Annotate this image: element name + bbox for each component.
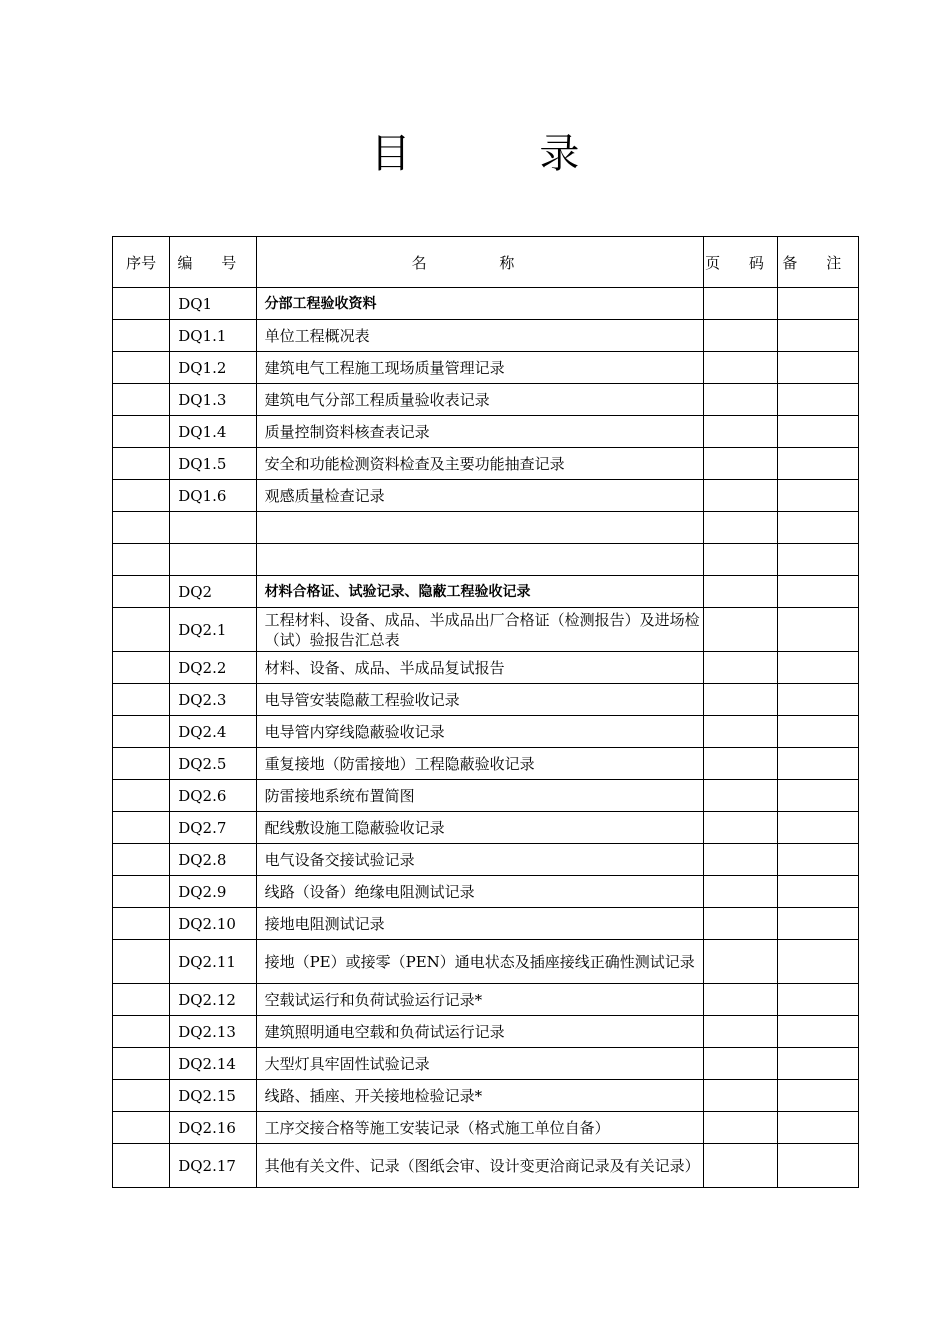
row-seq-cell: [113, 780, 170, 812]
row-code-cell: DQ2.8: [170, 844, 256, 876]
row-page-cell: [704, 652, 777, 684]
row-note-cell: [777, 448, 858, 480]
row-note-cell: [777, 416, 858, 448]
row-name-cell: 工程材料、设备、成品、半成品出厂合格证（检测报告）及进场检（试）验报告汇总表: [256, 608, 704, 652]
table-row: [113, 608, 859, 652]
row-note-cell: [777, 1016, 858, 1048]
row-name-cell: 工序交接合格等施工安装记录（格式施工单位自备）: [256, 1112, 704, 1144]
header-page-label: 页 码: [705, 253, 776, 272]
row-page-cell: [704, 984, 777, 1016]
header-name-label: 名 称: [411, 253, 549, 272]
row-note-cell: [777, 512, 858, 544]
header-page: [704, 237, 777, 288]
row-code-cell: DQ2.16: [170, 1112, 256, 1144]
table-row: [113, 984, 859, 1016]
header-name: [256, 237, 704, 288]
row-page-cell: [704, 448, 777, 480]
table-row: [113, 780, 859, 812]
table-row: [113, 684, 859, 716]
row-seq-cell: [113, 876, 170, 908]
row-code-cell: DQ2.1: [170, 608, 256, 652]
row-page-cell: [704, 780, 777, 812]
row-name-cell: 电气设备交接试验记录: [256, 844, 704, 876]
table-row: [113, 908, 859, 940]
row-page-cell: [704, 512, 777, 544]
table-row: [113, 1080, 859, 1112]
row-seq-cell: [113, 288, 170, 320]
row-seq-cell: [113, 544, 170, 576]
table-row: [113, 576, 859, 608]
row-note-cell: [777, 844, 858, 876]
row-seq-cell: [113, 908, 170, 940]
table-row: [113, 288, 859, 320]
row-seq-cell: [113, 652, 170, 684]
row-name-cell: 大型灯具牢固性试验记录: [256, 1048, 704, 1080]
row-code-cell: DQ1: [170, 288, 256, 320]
row-code-cell: DQ2.15: [170, 1080, 256, 1112]
row-note-cell: [777, 320, 858, 352]
table-row: [113, 812, 859, 844]
row-seq-cell: [113, 480, 170, 512]
row-code-cell: DQ2.5: [170, 748, 256, 780]
row-code-cell: DQ1.5: [170, 448, 256, 480]
row-note-cell: [777, 652, 858, 684]
table-row: [113, 320, 859, 352]
row-name-cell: 其他有关文件、记录（图纸会审、设计变更洽商记录及有关记录）: [256, 1144, 704, 1188]
table-row: [113, 844, 859, 876]
row-page-cell: [704, 748, 777, 780]
row-note-cell: [777, 1080, 858, 1112]
row-note-cell: [777, 1112, 858, 1144]
row-note-cell: [777, 984, 858, 1016]
row-name-cell: 观感质量检查记录: [256, 480, 704, 512]
row-name-cell: 重复接地（防雷接地）工程隐蔽验收记录: [256, 748, 704, 780]
row-seq-cell: [113, 1144, 170, 1188]
row-code-cell: DQ2.17: [170, 1144, 256, 1188]
row-page-cell: [704, 480, 777, 512]
row-seq-cell: [113, 384, 170, 416]
row-name-cell: 电导管安装隐蔽工程验收记录: [256, 684, 704, 716]
table-row: [113, 512, 859, 544]
table-row: [113, 384, 859, 416]
row-code-cell: DQ2.6: [170, 780, 256, 812]
row-note-cell: [777, 876, 858, 908]
header-note: [777, 237, 858, 288]
row-seq-cell: [113, 416, 170, 448]
row-page-cell: [704, 384, 777, 416]
row-note-cell: [777, 480, 858, 512]
table-row: [113, 940, 859, 984]
row-name-cell: 材料、设备、成品、半成品复试报告: [256, 652, 704, 684]
row-name-cell: 接地（PE）或接零（PEN）通电状态及插座接线正确性测试记录: [256, 940, 704, 984]
row-note-cell: [777, 716, 858, 748]
row-code-cell: DQ2.11: [170, 940, 256, 984]
row-name-cell: 空载试运行和负荷试验运行记录*: [256, 984, 704, 1016]
row-seq-cell: [113, 716, 170, 748]
row-name-cell: 质量控制资料核查表记录: [256, 416, 704, 448]
row-page-cell: [704, 940, 777, 984]
row-note-cell: [777, 608, 858, 652]
row-name-cell: 建筑电气工程施工现场质量管理记录: [256, 352, 704, 384]
row-seq-cell: [113, 608, 170, 652]
row-note-cell: [777, 780, 858, 812]
row-seq-cell: [113, 512, 170, 544]
table-row: [113, 748, 859, 780]
table-row: [113, 416, 859, 448]
row-code-cell: DQ2.7: [170, 812, 256, 844]
row-name-cell: [256, 544, 704, 576]
table-row: [113, 652, 859, 684]
row-note-cell: [777, 544, 858, 576]
table-row: [113, 1048, 859, 1080]
row-name-cell: 配线敷设施工隐蔽验收记录: [256, 812, 704, 844]
row-page-cell: [704, 320, 777, 352]
row-code-cell: DQ2.3: [170, 684, 256, 716]
row-note-cell: [777, 352, 858, 384]
row-note-cell: [777, 1048, 858, 1080]
table-header-row: [113, 237, 859, 288]
row-seq-cell: [113, 1080, 170, 1112]
row-page-cell: [704, 876, 777, 908]
table-row: [113, 876, 859, 908]
row-name-cell: 分部工程验收资料: [256, 288, 704, 320]
row-name-cell: 安全和功能检测资料检查及主要功能抽查记录: [256, 448, 704, 480]
row-code-cell: DQ1.1: [170, 320, 256, 352]
row-seq-cell: [113, 352, 170, 384]
row-seq-cell: [113, 684, 170, 716]
row-seq-cell: [113, 1048, 170, 1080]
row-code-cell: DQ2.13: [170, 1016, 256, 1048]
row-code-cell: [170, 512, 256, 544]
row-note-cell: [777, 384, 858, 416]
table-row: [113, 544, 859, 576]
row-name-cell: 线路、插座、开关接地检验记录*: [256, 1080, 704, 1112]
row-code-cell: DQ2.4: [170, 716, 256, 748]
row-seq-cell: [113, 812, 170, 844]
row-page-cell: [704, 1016, 777, 1048]
table-row: [113, 1144, 859, 1188]
row-page-cell: [704, 812, 777, 844]
row-seq-cell: [113, 1016, 170, 1048]
row-seq-cell: [113, 1112, 170, 1144]
row-page-cell: [704, 288, 777, 320]
row-page-cell: [704, 576, 777, 608]
row-code-cell: [170, 544, 256, 576]
row-note-cell: [777, 908, 858, 940]
row-code-cell: DQ1.6: [170, 480, 256, 512]
row-note-cell: [777, 576, 858, 608]
row-name-cell: 单位工程概况表: [256, 320, 704, 352]
row-name-cell: 防雷接地系统布置简图: [256, 780, 704, 812]
table-row: [113, 1112, 859, 1144]
header-code-label: 编 号: [177, 253, 249, 272]
row-seq-cell: [113, 576, 170, 608]
row-name-cell: [256, 512, 704, 544]
row-code-cell: DQ2.12: [170, 984, 256, 1016]
row-note-cell: [777, 748, 858, 780]
toc-table: [112, 236, 859, 1188]
row-name-cell: 接地电阻测试记录: [256, 908, 704, 940]
row-name-cell: 电导管内穿线隐蔽验收记录: [256, 716, 704, 748]
row-note-cell: [777, 288, 858, 320]
row-seq-cell: [113, 984, 170, 1016]
row-page-cell: [704, 1112, 777, 1144]
row-page-cell: [704, 416, 777, 448]
row-page-cell: [704, 352, 777, 384]
header-note-label: 备 注: [782, 253, 854, 272]
row-code-cell: DQ2.2: [170, 652, 256, 684]
row-page-cell: [704, 716, 777, 748]
table-row: [113, 480, 859, 512]
row-code-cell: DQ2.9: [170, 876, 256, 908]
row-name-cell: 线路（设备）绝缘电阻测试记录: [256, 876, 704, 908]
row-seq-cell: [113, 320, 170, 352]
row-note-cell: [777, 1144, 858, 1188]
row-note-cell: [777, 684, 858, 716]
row-seq-cell: [113, 940, 170, 984]
header-seq: 序号: [113, 237, 170, 288]
row-page-cell: [704, 844, 777, 876]
row-page-cell: [704, 684, 777, 716]
page-title: 目 录: [370, 131, 638, 177]
table-body: [113, 288, 859, 1188]
row-note-cell: [777, 940, 858, 984]
row-code-cell: DQ1.3: [170, 384, 256, 416]
row-page-cell: [704, 544, 777, 576]
table-row: [113, 352, 859, 384]
row-seq-cell: [113, 748, 170, 780]
row-seq-cell: [113, 448, 170, 480]
row-page-cell: [704, 608, 777, 652]
row-name-cell: 建筑照明通电空载和负荷试运行记录: [256, 1016, 704, 1048]
table-row: [113, 716, 859, 748]
table-row: [113, 448, 859, 480]
row-page-cell: [704, 1080, 777, 1112]
row-code-cell: DQ2.14: [170, 1048, 256, 1080]
table-row: [113, 1016, 859, 1048]
row-seq-cell: [113, 844, 170, 876]
row-code-cell: DQ1.4: [170, 416, 256, 448]
row-code-cell: DQ2.10: [170, 908, 256, 940]
row-note-cell: [777, 812, 858, 844]
row-code-cell: DQ2: [170, 576, 256, 608]
row-name-cell: 材料合格证、试验记录、隐蔽工程验收记录: [256, 576, 704, 608]
header-code: [170, 237, 256, 288]
row-code-cell: DQ1.2: [170, 352, 256, 384]
row-page-cell: [704, 1048, 777, 1080]
row-name-cell: 建筑电气分部工程质量验收表记录: [256, 384, 704, 416]
row-page-cell: [704, 1144, 777, 1188]
row-page-cell: [704, 908, 777, 940]
